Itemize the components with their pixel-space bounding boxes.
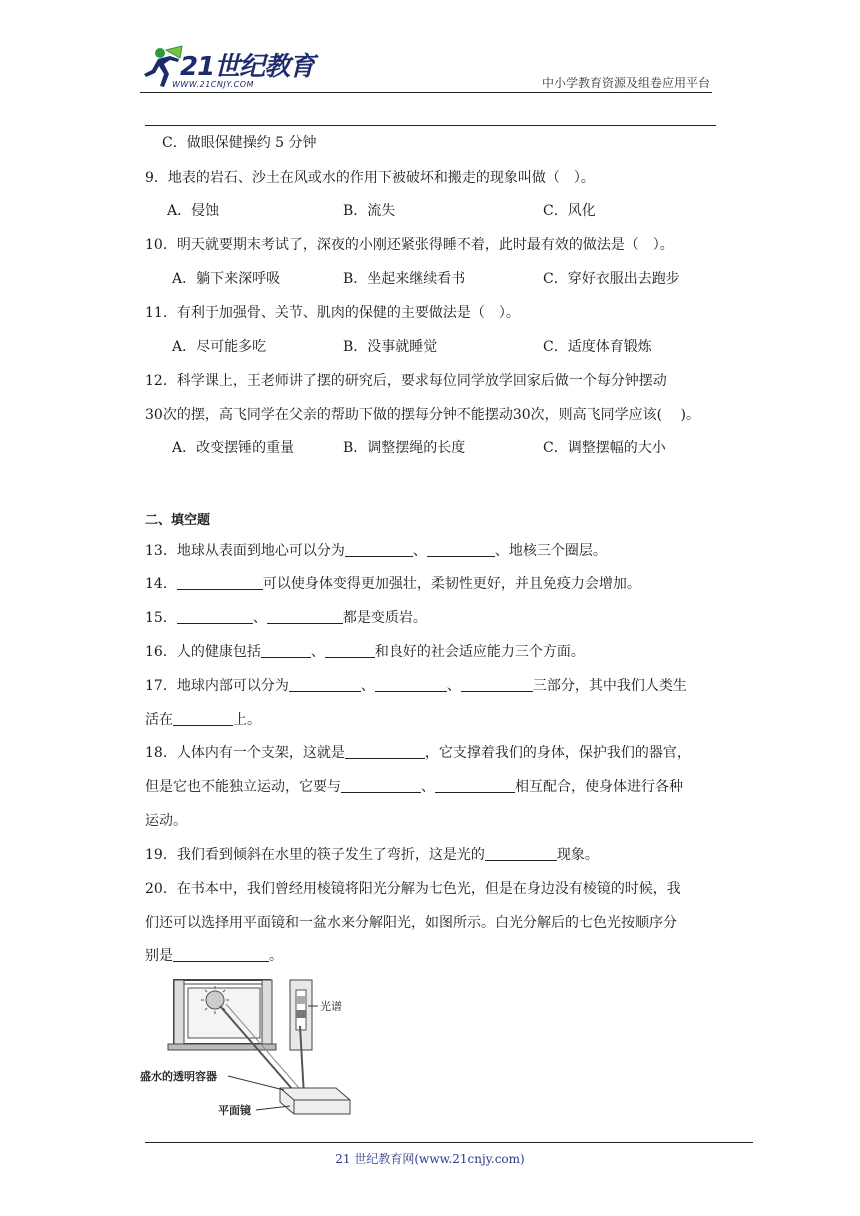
answer-blank[interactable]	[345, 542, 413, 557]
q19: 19．我们看到倾斜在水里的筷子发生了弯折，这是光的 现象。	[145, 847, 599, 863]
q12-stem-line1: 12．科学课上，王老师讲了摆的研究后，要求每位同学放学回家后做一个每分钟摆动	[145, 373, 667, 389]
q11-option-c: C．适度体育锻炼	[543, 339, 652, 355]
q20-line3: 别是 。	[145, 948, 283, 964]
section-title-fill-blank: 二、填空题	[145, 513, 211, 528]
answer-blank[interactable]	[177, 575, 263, 590]
answer-blank[interactable]	[435, 778, 515, 793]
answer-blank[interactable]	[267, 609, 343, 624]
q10-option-a: A．躺下来深呼吸	[172, 271, 281, 287]
q14: 14． 可以使身体变得更加强壮，柔韧性更好，并且免疫力会增加。	[145, 576, 641, 592]
page-header	[140, 40, 720, 100]
q9-stem: 9．地表的岩石、沙土在风或水的作用下被破坏和搬走的现象叫做（ ）。	[145, 170, 595, 186]
q20-line2: 们还可以选择用平面镜和一盆水来分解阳光，如图所示。白光分解后的七色光按顺序分	[145, 915, 677, 931]
q18-line2: 但是它也不能独立运动，它要与 、 相互配合，使身体进行各种	[145, 779, 683, 795]
q12-option-b: B．调整摆绳的长度	[343, 440, 466, 456]
footer-divider	[145, 1142, 753, 1143]
answer-blank[interactable]	[177, 609, 253, 624]
spectrum-experiment-figure	[140, 976, 360, 1126]
answer-blank[interactable]	[261, 643, 311, 658]
header-divider	[140, 92, 712, 93]
answer-blank[interactable]	[173, 711, 233, 726]
q20-line1: 20．在书本中，我们曾经用棱镜将阳光分解为七色光，但是在身边没有棱镜的时候，我	[145, 881, 681, 897]
q12-option-c: C．调整摆幅的大小	[543, 440, 666, 456]
platform-title: 中小学教育资源及组卷应用平台	[541, 76, 710, 90]
q11-stem: 11．有利于加强骨、关节、肌肉的保健的主要做法是（ ）。	[145, 305, 520, 321]
answer-blank[interactable]	[485, 846, 557, 861]
q18-line1: 18．人体内有一个支架，这就是 ，它支撑着我们的身体，保护我们的器官，	[145, 745, 691, 761]
q17-line1: 17．地球内部可以分为 、 、 三部分，其中我们人类生	[145, 678, 687, 694]
label-mirror: 平面镜	[218, 1104, 251, 1117]
q11-option-b: B．没事就睡觉	[343, 339, 438, 355]
answer-blank[interactable]	[427, 542, 495, 557]
answer-blank[interactable]	[375, 677, 447, 692]
label-spectrum: 光谱	[320, 1000, 342, 1013]
footer-text[interactable]: 21 世纪教育网(www.21cnjy.com)	[335, 1152, 525, 1166]
q16: 16．人的健康包括 、 和良好的社会适应能力三个方面。	[145, 644, 585, 660]
logo-url: WWW.21CNJY.COM	[172, 80, 254, 89]
answer-blank[interactable]	[289, 677, 361, 692]
label-container: 盛水的透明容器	[140, 1070, 217, 1083]
answer-blank[interactable]	[461, 677, 533, 692]
q13: 13．地球从表面到地心可以分为 、 、地核三个圈层。	[145, 543, 607, 559]
logo-text: 21世纪教育	[180, 52, 315, 82]
q15: 15． 、 都是变质岩。	[145, 610, 427, 626]
q9-option-b: B．流失	[343, 203, 396, 219]
q9-option-a: A．侵蚀	[167, 203, 220, 219]
q11-option-a: A．尽可能多吃	[172, 339, 267, 355]
answer-blank[interactable]	[325, 643, 375, 658]
q8-option-c: C．做眼保健操约 5 分钟	[162, 135, 317, 151]
q18-line3: 运动。	[145, 813, 187, 829]
answer-blank[interactable]	[173, 947, 269, 962]
window-mirror-diagram	[140, 976, 360, 1126]
q17-line2: 活在 上。	[145, 712, 261, 728]
q10-stem: 10．明天就要期末考试了，深夜的小刚还紧张得睡不着，此时最有效的做法是（ ）。	[145, 237, 674, 253]
answer-blank[interactable]	[341, 778, 421, 793]
content-top-divider	[145, 125, 716, 126]
q9-option-c: C．风化	[543, 203, 596, 219]
answer-blank[interactable]	[345, 744, 425, 759]
q10-option-b: B．坐起来继续看书	[343, 271, 466, 287]
q10-option-c: C．穿好衣服出去跑步	[543, 271, 680, 287]
site-logo[interactable]	[140, 44, 315, 96]
q12-stem-line2: 30次的摆，高飞同学在父亲的帮助下做的摆每分钟不能摆动30次，则高飞同学应该( )。	[145, 407, 701, 423]
q12-option-a: A．改变摆锤的重量	[172, 440, 295, 456]
